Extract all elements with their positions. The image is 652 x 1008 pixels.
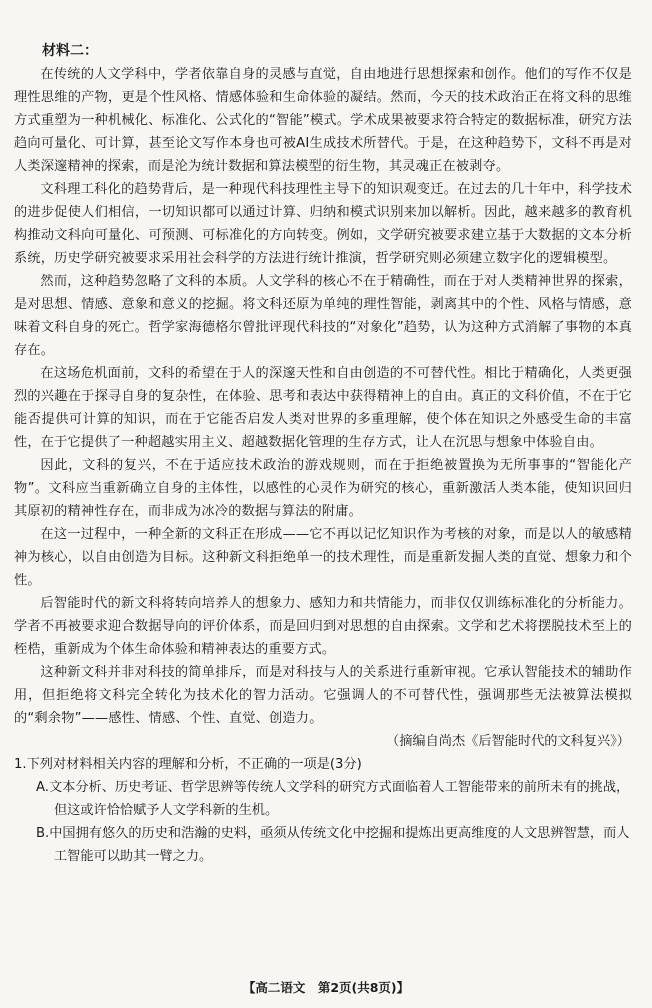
paragraph-8: 这种新文科并非对科技的简单排斥，而是对科技与人的关系进行重新审视。它承认智能技术的辅助作用，但拒绝将文科完全转化为技术化的智力活动。它强调人的不可替代性，强调那些无法被算法模拟的“剩余物”——感性、情感、个性、直觉、创造力。 — [14, 665, 632, 726]
page-footer: 【高二语文 第2页(共8页)】 — [242, 980, 410, 995]
source-citation: （摘编自尚杰《后智能时代的文科复兴》） — [386, 734, 630, 749]
paragraph-7: 后智能时代的新文科将转向培养人的想象力、感知力和共情能力，而非仅仅训练标准化的分析能力。学者不再被要求迎合数据导向的评价体系，而是回归到对思想的自由探索。文学和艺术将摆脱技术至上的桎梏，重新成为个体生命体验和精神表达的重要方式。 — [14, 596, 632, 657]
option-a: A.文本分析、历史考证、哲学思辨等传统人文学科的研究方式面临着人工智能带来的前所未有的挑战，但这或许恰恰赋予人文学科新的生机。 — [36, 780, 630, 818]
question-1: 1.下列对材料相关内容的理解和分析，不正确的一项是(3分) — [14, 757, 362, 772]
paragraph-5: 因此，文科的复兴，不在于适应技术政治的游戏规则，而在于拒绝被置换为无所事事的“智能化产物”。文科应当重新确立自身的主体性，以感性的心灵作为研究的核心，重新激活人类本能，使知识回归其原初的精神性存在，而非成为冰冷的数据与算法的附庸。 — [14, 458, 632, 519]
material-heading: 材料二： — [42, 43, 98, 59]
paragraph-3: 然而，这种趋势忽略了文科的本质。人文学科的核心不在于精确性，而在于对人类精神世界的探索，是对思想、情感、意象和意义的挖掘。将文科还原为单纯的理性智能，剥离其中的个性、风格与情感，意味着文科自身的死亡。哲学家海德格尔曾批评现代科技的“对象化”趋势，认为这种方式消解了事物的本真存在。 — [14, 274, 632, 358]
paragraph-2: 文科理工科化的趋势背后，是一种现代科技理性主导下的知识观变迁。在过去的几十年中，科学技术的进步促使人们相信，一切知识都可以通过计算、归纳和模式识别来加以解析。因此，越来越多的教育机构推动文科向可量化、可预测、可标准化的方向转变。例如，文学研究被要求建立基于大数据的文本分析系统，历史学研究被要求采用社会科学的方法进行统计推演，哲学研究则必须建立数字化的逻辑模型。 — [14, 182, 632, 266]
option-b: B.中国拥有悠久的历史和浩瀚的史料，亟须从传统文化中挖掘和提炼出更高维度的人文思辨智慧，而人工智能可以助其一臂之力。 — [36, 826, 630, 864]
paragraph-4: 在这场危机面前，文科的希望在于人的深邃天性和自由创造的不可替代性。相比于精确化，人类更强烈的兴趣在于探寻自身的复杂性，在体验、思考和表达中获得精神上的自由。真正的文科价值，不在于它能否提供可计算的知识，而在于它能否启发人类对世界的多重理解，使个体在知识之外感受生命的丰富性，在于它提供了一种超越实用主义、超越数据化管理的生存方式，让人在沉思与想象中体验自由。 — [14, 366, 632, 450]
paragraph-1: 在传统的人文学科中，学者依靠自身的灵感与直觉，自由地进行思想探索和创作。他们的写作不仅是理性思维的产物，更是个性风格、情感体验和生命体验的凝结。然而，今天的技术政治正在将文科的思维方式重塑为一种机械化、标准化、公式化的“智能”模式。学术成果被要求符合特定的数据标准，研究方法趋向可量化、可计算，甚至论文写作本身也可被AI生成技术所替代。于是，在这种趋势下，文科不再是对人类深邃精神的探索，而是沦为统计数据和算法模型的衍生物，其灵魂正在被剥夺。 — [14, 67, 632, 174]
paragraph-6: 在这一过程中，一种全新的文科正在形成——它不再以记忆知识作为考核的对象，而是以人的敏感精神为核心，以自由创造为目标。这种新文科拒绝单一的技术理性，而是重新发掘人类的直觉、想象力和个性。 — [14, 527, 632, 588]
